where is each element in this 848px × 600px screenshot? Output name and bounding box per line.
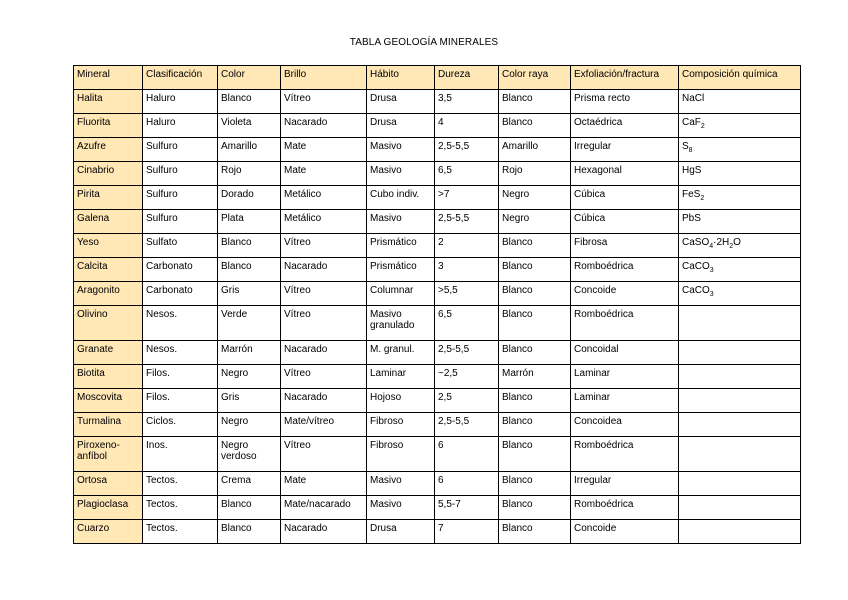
mineral-name-cell: Plagioclasa [74, 496, 143, 520]
formula-cell [679, 114, 801, 138]
table-cell: Cúbica [571, 186, 679, 210]
table-cell: Cúbica [571, 210, 679, 234]
table-row [74, 234, 801, 258]
formula-cell [679, 186, 801, 210]
formula-subscript: 3 [709, 267, 714, 274]
table-cell: Violeta [218, 114, 281, 138]
table-cell: Inos. [143, 437, 218, 472]
table-cell: 6,5 [435, 162, 499, 186]
table-cell: Concoidea [571, 413, 679, 437]
table-cell: Mate [281, 138, 367, 162]
mineral-name-cell: Piroxeno-anfíbol [74, 437, 143, 472]
table-cell: Mate/vítreo [281, 413, 367, 437]
mineral-name-cell: Cuarzo [74, 520, 143, 544]
table-row [74, 365, 801, 389]
formula-cell [679, 341, 801, 365]
table-row [74, 282, 801, 306]
table-row [74, 437, 801, 472]
table-cell: Blanco [499, 114, 571, 138]
table-cell: Columnar [367, 282, 435, 306]
table-cell: Blanco [218, 258, 281, 282]
formula-cell [679, 210, 801, 234]
table-cell: Prisma recto [571, 90, 679, 114]
table-row [74, 258, 801, 282]
table-cell: Fibrosa [571, 234, 679, 258]
minerals-table [73, 65, 801, 544]
table-cell: Romboédrica [571, 437, 679, 472]
table-cell: Amarillo [218, 138, 281, 162]
mineral-name-cell: Azufre [74, 138, 143, 162]
table-cell: Blanco [499, 258, 571, 282]
formula-text: S [682, 141, 689, 152]
table-cell: Nacarado [281, 520, 367, 544]
formula-cell [679, 90, 801, 114]
table-cell: Sulfato [143, 234, 218, 258]
table-cell: Sulfuro [143, 210, 218, 234]
table-row [74, 114, 801, 138]
formula-cell [679, 413, 801, 437]
column-header: Exfoliación/fractura [571, 66, 679, 90]
table-cell: Blanco [499, 389, 571, 413]
table-row [74, 520, 801, 544]
table-cell: Masivo [367, 496, 435, 520]
formula-text: CaF [682, 117, 701, 128]
table-cell: Marrón [218, 341, 281, 365]
table-row [74, 138, 801, 162]
table-cell: Drusa [367, 114, 435, 138]
table-cell: Romboédrica [571, 258, 679, 282]
table-cell: >7 [435, 186, 499, 210]
table-cell: Sulfuro [143, 138, 218, 162]
table-cell: Masivo granulado [367, 306, 435, 341]
column-header: Hábito [367, 66, 435, 90]
mineral-name-cell: Olivino [74, 306, 143, 341]
table-row [74, 389, 801, 413]
table-cell: Negro verdoso [218, 437, 281, 472]
column-header: Color [218, 66, 281, 90]
table-row [74, 90, 801, 114]
column-header: Color raya [499, 66, 571, 90]
formula-text: HgS [682, 165, 702, 176]
table-cell: Mate [281, 162, 367, 186]
table-cell: 3,5 [435, 90, 499, 114]
column-header: Mineral [74, 66, 143, 90]
table-cell: Vítreo [281, 234, 367, 258]
mineral-name-cell: Moscovita [74, 389, 143, 413]
table-cell: Gris [218, 389, 281, 413]
table-row [74, 413, 801, 437]
table-cell: Blanco [218, 496, 281, 520]
table-row [74, 210, 801, 234]
table-cell: Cubo indiv. [367, 186, 435, 210]
formula-text: CaCO [682, 261, 710, 272]
table-cell: Marrón [499, 365, 571, 389]
table-cell: 5,5-7 [435, 496, 499, 520]
table-cell: Ciclos. [143, 413, 218, 437]
formula-subscript: 2 [700, 123, 705, 130]
table-cell: Haluro [143, 90, 218, 114]
mineral-name-cell: Ortosa [74, 472, 143, 496]
table-cell: Octaédrica [571, 114, 679, 138]
table-cell: Haluro [143, 114, 218, 138]
formula-text: CaSO [682, 237, 710, 248]
mineral-name-cell: Calcita [74, 258, 143, 282]
formula-subscript: 4 [709, 243, 714, 250]
table-cell: Nesos. [143, 306, 218, 341]
formula-cell [679, 389, 801, 413]
formula-cell [679, 520, 801, 544]
mineral-name-cell: Cinabrio [74, 162, 143, 186]
table-cell: 2,5-5,5 [435, 413, 499, 437]
table-row [74, 472, 801, 496]
table-cell: 6 [435, 472, 499, 496]
table-cell: Metálico [281, 210, 367, 234]
formula-subscript: 2 [729, 243, 734, 250]
table-cell: Hojoso [367, 389, 435, 413]
table-cell: Blanco [499, 437, 571, 472]
table-cell: Nesos. [143, 341, 218, 365]
table-cell: Fibroso [367, 437, 435, 472]
formula-cell [679, 472, 801, 496]
table-cell: Mate [281, 472, 367, 496]
table-cell: Drusa [367, 520, 435, 544]
table-cell: Prismático [367, 234, 435, 258]
table-cell: 6,5 [435, 306, 499, 341]
table-cell: Prismático [367, 258, 435, 282]
table-row [74, 186, 801, 210]
table-cell: Tectos. [143, 520, 218, 544]
table-cell: Sulfuro [143, 162, 218, 186]
table-cell: Masivo [367, 138, 435, 162]
table-cell: Tectos. [143, 496, 218, 520]
table-cell: >5,5 [435, 282, 499, 306]
table-cell: Filos. [143, 365, 218, 389]
table-cell: 2,5 [435, 389, 499, 413]
column-header: Composición química [679, 66, 801, 90]
table-cell: Metálico [281, 186, 367, 210]
column-header: Brillo [281, 66, 367, 90]
table-cell: Laminar [571, 365, 679, 389]
table-cell: Blanco [499, 282, 571, 306]
mineral-name-cell: Fluorita [74, 114, 143, 138]
table-cell: Blanco [499, 234, 571, 258]
table-cell: Vítreo [281, 90, 367, 114]
table-cell: Amarillo [499, 138, 571, 162]
table-cell: Carbonato [143, 282, 218, 306]
header-row [74, 66, 801, 90]
table-cell: Rojo [499, 162, 571, 186]
table-cell: Rojo [218, 162, 281, 186]
mineral-name-cell: Aragonito [74, 282, 143, 306]
table-cell: Vítreo [281, 282, 367, 306]
table-cell: 6 [435, 437, 499, 472]
formula-text: ·2H [713, 237, 730, 248]
table-cell: Concoide [571, 520, 679, 544]
table-cell: Blanco [218, 90, 281, 114]
mineral-name-cell: Granate [74, 341, 143, 365]
table-cell: Laminar [367, 365, 435, 389]
table-cell: Nacarado [281, 114, 367, 138]
formula-subscript: 3 [709, 291, 714, 298]
formula-cell [679, 282, 801, 306]
formula-cell [679, 138, 801, 162]
table-cell: Irregular [571, 472, 679, 496]
table-cell: 2 [435, 234, 499, 258]
table-cell: Blanco [218, 234, 281, 258]
table-cell: Laminar [571, 389, 679, 413]
table-cell: Blanco [499, 520, 571, 544]
table-cell: 4 [435, 114, 499, 138]
formula-cell [679, 437, 801, 472]
formula-cell [679, 365, 801, 389]
table-cell: Nacarado [281, 341, 367, 365]
formula-cell [679, 258, 801, 282]
table-cell: Fibroso [367, 413, 435, 437]
table-cell: Plata [218, 210, 281, 234]
formula-text: NaCl [682, 93, 705, 104]
formula-cell [679, 234, 801, 258]
table-cell: Nacarado [281, 258, 367, 282]
formula-text: CaCO [682, 285, 710, 296]
table-cell: Concoidal [571, 341, 679, 365]
table-cell: Hexagonal [571, 162, 679, 186]
table-cell: Gris [218, 282, 281, 306]
mineral-name-cell: Galena [74, 210, 143, 234]
mineral-name-cell: Biotita [74, 365, 143, 389]
table-cell: Romboédrica [571, 496, 679, 520]
table-cell: Vítreo [281, 365, 367, 389]
table-cell: Irregular [571, 138, 679, 162]
table-cell: Blanco [499, 496, 571, 520]
formula-cell [679, 496, 801, 520]
table-cell: Vítreo [281, 306, 367, 341]
table-cell: Verde [218, 306, 281, 341]
formula-subscript: 8 [688, 147, 693, 154]
mineral-name-cell: Yeso [74, 234, 143, 258]
table-cell: ~2,5 [435, 365, 499, 389]
table-cell: Nacarado [281, 389, 367, 413]
formula-text: O [733, 237, 741, 248]
table-cell: M. granul. [367, 341, 435, 365]
column-header: Dureza [435, 66, 499, 90]
table-cell: 2,5-5,5 [435, 210, 499, 234]
table-cell: Tectos. [143, 472, 218, 496]
table-cell: Negro [499, 186, 571, 210]
table-cell: Negro [218, 365, 281, 389]
table-cell: Romboédrica [571, 306, 679, 341]
table-cell: Vítreo [281, 437, 367, 472]
table-cell: Mate/nacarado [281, 496, 367, 520]
table-row [74, 162, 801, 186]
page-title: TABLA GEOLOGÍA MINERALES [349, 37, 499, 48]
table-cell: 3 [435, 258, 499, 282]
table-cell: 2,5-5,5 [435, 138, 499, 162]
table-cell: Masivo [367, 210, 435, 234]
table-cell: Blanco [499, 413, 571, 437]
formula-cell [679, 306, 801, 341]
column-header: Clasificación [143, 66, 218, 90]
table-row [74, 341, 801, 365]
formula-cell [679, 162, 801, 186]
table-row [74, 496, 801, 520]
table-cell: Blanco [218, 520, 281, 544]
table-cell: Concoide [571, 282, 679, 306]
table-cell: 7 [435, 520, 499, 544]
table-cell: Blanco [499, 472, 571, 496]
table-cell: Sulfuro [143, 186, 218, 210]
formula-text: PbS [682, 213, 701, 224]
table-cell: Drusa [367, 90, 435, 114]
mineral-name-cell: Turmalina [74, 413, 143, 437]
table-row [74, 306, 801, 341]
formula-text: FeS [682, 189, 701, 200]
table-cell: Negro [499, 210, 571, 234]
table-cell: Negro [218, 413, 281, 437]
table-cell: Blanco [499, 90, 571, 114]
table-cell: Dorado [218, 186, 281, 210]
table-cell: Masivo [367, 472, 435, 496]
table-cell: 2,5-5,5 [435, 341, 499, 365]
table-cell: Filos. [143, 389, 218, 413]
mineral-name-cell: Pirita [74, 186, 143, 210]
table-cell: Blanco [499, 306, 571, 341]
mineral-name-cell: Halita [74, 90, 143, 114]
table-cell: Crema [218, 472, 281, 496]
table-cell: Carbonato [143, 258, 218, 282]
table-cell: Blanco [499, 341, 571, 365]
table-cell: Masivo [367, 162, 435, 186]
formula-subscript: 2 [700, 195, 705, 202]
